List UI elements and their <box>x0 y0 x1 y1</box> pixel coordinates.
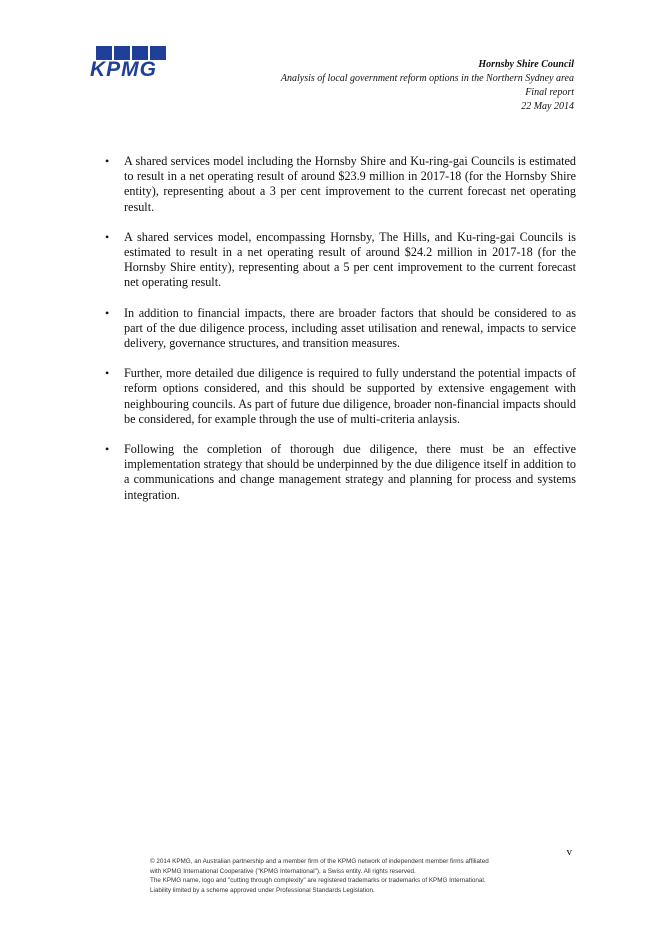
list-item <box>104 442 576 503</box>
list-item <box>104 154 576 215</box>
bullet-icon: • <box>105 366 110 381</box>
footer-line: with KPMG International Cooperative ("KPMG International"), a Swiss entity. All rights reserved. <box>150 867 416 875</box>
list-item <box>104 306 576 352</box>
bullet-icon: • <box>105 305 110 320</box>
legal-footer <box>150 857 540 895</box>
council-name: Hornsby Shire Council <box>478 59 574 70</box>
findings-list <box>104 154 576 518</box>
footer-line: The KPMG name, logo and "cutting through complexity" are registered trademarks or trademarks of KPMG International. <box>150 877 486 885</box>
bullet-text: In addition to financial impacts, there are broader factors that should be considered to as part of the due diligence process, including asset utilisation and renewal, impacts to service delivery, governance structures, and transition measures. <box>124 305 576 351</box>
list-item <box>104 230 576 291</box>
bullet-icon: • <box>105 154 110 168</box>
list-item <box>104 366 576 427</box>
report-title: Analysis of local government reform options in the Northern Sydney area <box>280 73 574 84</box>
bullet-icon: • <box>105 229 110 244</box>
document-header <box>281 58 574 114</box>
kpmg-logo-graphic <box>88 46 172 78</box>
report-date: 22 May 2014 <box>521 101 574 112</box>
footer-line: Liability limited by a scheme approved under Professional Standards Legislation. <box>150 886 375 894</box>
bullet-text: A shared services model including the Hornsby Shire and Ku-ring-gai Councils is estimated to result in a net operating result of around $23.9 million in 2017-18 (for the Hornsby Shire entity), representing about a 3 per cent improvement to the current forecast net operating result. <box>124 154 576 214</box>
report-status: Final report <box>525 87 574 98</box>
bullet-text: A shared services model, encompassing Hornsby, The Hills, and Ku-ring-gai Councils is estimated to result in a net operating result of around $24.2 million in 2017-18 (for the Hornsby Shire entity), representing about a 5 per cent improvement to the current forecast net operating result. <box>124 229 576 290</box>
bullet-icon: • <box>105 442 110 457</box>
bullet-text: Following the completion of thorough due diligence, there must be an effective implementation strategy that should be underpinned by the due diligence itself in addition to a communications and change management strategy and planning for process and systems integration. <box>124 442 576 502</box>
bullet-text: Further, more detailed due diligence is required to fully understand the potential impacts of reform options considered, and this should be supported by extensive engagement with neighbouring councils. As part of future due diligence, broader non-financial impacts should be considered, for example through the use of multi-criteria anlaysis. <box>124 366 576 426</box>
kpmg-logo <box>88 46 172 78</box>
footer-line: © 2014 KPMG, an Australian partnership and a member firm of the KPMG network of independent member firms affiliated <box>150 858 489 865</box>
svg-text:KPMG: KPMG <box>90 58 157 78</box>
page-number: v <box>566 846 572 858</box>
